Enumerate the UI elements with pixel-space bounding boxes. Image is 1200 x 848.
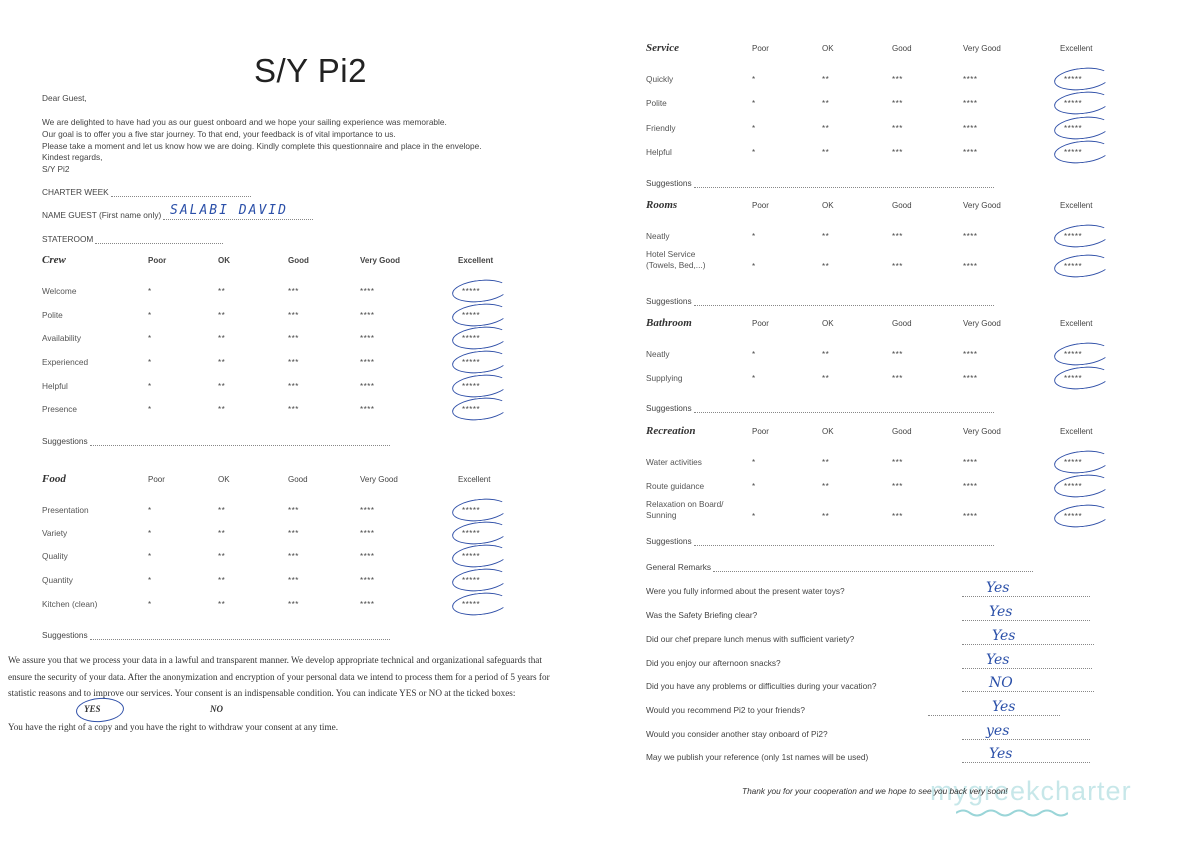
remark-answer-line[interactable] — [962, 761, 1090, 763]
rooms-selected-circle — [1053, 252, 1111, 280]
bathroom-rating-good[interactable]: *** — [892, 350, 903, 359]
recreation-rating-excellent[interactable]: ***** — [1064, 512, 1083, 521]
crew-rating-poor[interactable]: * — [148, 382, 152, 391]
crew-rating-very-good[interactable]: **** — [360, 334, 375, 343]
rooms-selected-circle — [1053, 222, 1111, 250]
service-rating-ok[interactable]: ** — [822, 148, 830, 157]
crew-selected-circle — [451, 348, 509, 376]
service-suggestions-label: Suggestions — [646, 178, 692, 188]
food-rating-excellent[interactable]: ***** — [462, 529, 481, 538]
watermark-logo: mygreekcharter — [930, 776, 1132, 806]
food-row-label: Quality — [42, 551, 68, 561]
service-col-ok: OK — [822, 44, 834, 53]
rooms-rating-poor[interactable]: * — [752, 262, 756, 271]
service-row-label: Helpful — [646, 147, 672, 157]
rooms-suggestions-field[interactable] — [646, 296, 994, 306]
crew-col-excellent: Excellent — [458, 256, 494, 265]
service-selected-circle — [1053, 89, 1111, 117]
service-row-label: Polite — [646, 98, 667, 108]
remark-question: May we publish your reference (only 1st names will be used) — [646, 752, 869, 762]
service-rating-excellent[interactable]: ***** — [1064, 99, 1083, 108]
rooms-col-very-good: Very Good — [963, 201, 1001, 210]
food-rating-good[interactable]: *** — [288, 529, 299, 538]
crew-rating-good[interactable]: *** — [288, 311, 299, 320]
recreation-col-poor: Poor — [752, 427, 769, 436]
food-col-very-good: Very Good — [360, 475, 398, 484]
food-heading: Food — [42, 473, 66, 485]
crew-rating-ok[interactable]: ** — [218, 382, 226, 391]
recreation-col-excellent: Excellent — [1060, 427, 1093, 436]
crew-selected-circle — [451, 324, 509, 352]
food-col-poor: Poor — [148, 475, 165, 484]
bathroom-col-excellent: Excellent — [1060, 319, 1093, 328]
intro-line: We are delighted to have had you as our guest onboard and we hope your sailing experience was memorable. — [42, 117, 447, 127]
intro-line: Kindest regards, — [42, 152, 103, 162]
consent-text: statistic reasons and to improve our services. Your consent is an indispensable condition. You can indicate YES or NO at the ticked boxes: — [8, 688, 516, 698]
food-rating-ok[interactable]: ** — [218, 600, 226, 609]
recreation-rating-very-good[interactable]: **** — [963, 482, 978, 491]
charter-week-label: CHARTER WEEK — [42, 187, 109, 197]
food-rating-ok[interactable]: ** — [218, 576, 226, 585]
service-rating-very-good[interactable]: **** — [963, 124, 978, 133]
crew-row-label: Welcome — [42, 286, 77, 296]
recreation-col-very-good: Very Good — [963, 427, 1001, 436]
recreation-rating-ok[interactable]: ** — [822, 512, 830, 521]
crew-suggestions-label: Suggestions — [42, 436, 88, 446]
consent-text: We assure you that we process your data in a lawful and transparent manner. We develop appropriate technical and organizational safeguards that — [8, 655, 542, 665]
food-rating-excellent[interactable]: ***** — [462, 552, 481, 561]
food-rating-very-good[interactable]: **** — [360, 600, 375, 609]
stateroom-label: STATEROOM — [42, 234, 94, 244]
food-rating-good[interactable]: *** — [288, 552, 299, 561]
bathroom-rating-ok[interactable]: ** — [822, 374, 830, 383]
recreation-col-ok: OK — [822, 427, 834, 436]
crew-rating-good[interactable]: *** — [288, 382, 299, 391]
consent-text: ensure the security of your data. After the anonymization and encryption of your personal data we intend to process them for a period of 5 years for — [8, 672, 550, 682]
food-col-ok: OK — [218, 475, 230, 484]
name-guest-value: SALABI DAVID — [170, 203, 288, 218]
remark-answer-line[interactable] — [962, 738, 1090, 740]
rooms-rating-very-good[interactable]: **** — [963, 232, 978, 241]
service-rating-good[interactable]: *** — [892, 148, 903, 157]
crew-rating-very-good[interactable]: **** — [360, 287, 375, 296]
food-rating-excellent[interactable]: ***** — [462, 506, 481, 515]
service-suggestions-field[interactable] — [646, 178, 994, 188]
intro-line: Our goal is to offer you a five star journey. To that end, your feedback is of vital importance to us. — [42, 129, 396, 139]
crew-heading: Crew — [42, 254, 66, 266]
bathroom-rating-poor[interactable]: * — [752, 374, 756, 383]
service-rating-very-good[interactable]: **** — [963, 75, 978, 84]
food-rating-excellent[interactable]: ***** — [462, 600, 481, 609]
rooms-rating-very-good[interactable]: **** — [963, 262, 978, 271]
crew-selected-circle — [451, 372, 509, 400]
crew-selected-circle — [451, 301, 509, 329]
bathroom-selected-circle — [1053, 340, 1111, 368]
remark-question: Was the Safety Briefing clear? — [646, 610, 758, 620]
service-col-poor: Poor — [752, 44, 769, 53]
service-rating-excellent[interactable]: ***** — [1064, 124, 1083, 133]
food-rating-poor[interactable]: * — [148, 529, 152, 538]
food-rating-ok[interactable]: ** — [218, 529, 226, 538]
food-rating-very-good[interactable]: **** — [360, 552, 375, 561]
service-rating-poor[interactable]: * — [752, 99, 756, 108]
rooms-rating-ok[interactable]: ** — [822, 262, 830, 271]
bathroom-heading: Bathroom — [646, 317, 692, 329]
crew-col-good: Good — [288, 256, 309, 265]
remark-answer-line[interactable] — [962, 690, 1094, 692]
food-col-good: Good — [288, 475, 308, 484]
recreation-row-label: Relaxation on Board/ Sunning — [646, 499, 724, 520]
service-rating-ok[interactable]: ** — [822, 124, 830, 133]
crew-row-label: Polite — [42, 310, 63, 320]
recreation-selected-circle — [1053, 472, 1111, 500]
rooms-col-excellent: Excellent — [1060, 201, 1093, 210]
remark-answer-line[interactable] — [962, 643, 1094, 645]
rooms-rating-good[interactable]: *** — [892, 232, 903, 241]
service-selected-circle — [1053, 114, 1111, 142]
general-remarks-title — [646, 562, 1033, 572]
crew-selected-circle — [451, 277, 509, 305]
crew-rating-good[interactable]: *** — [288, 358, 299, 367]
crew-rating-very-good[interactable]: **** — [360, 405, 375, 414]
service-rating-excellent[interactable]: ***** — [1064, 75, 1083, 84]
rooms-rating-excellent[interactable]: ***** — [1064, 232, 1083, 241]
service-row-label: Friendly — [646, 123, 676, 133]
food-rating-ok[interactable]: ** — [218, 552, 226, 561]
bathroom-rating-excellent[interactable]: ***** — [1064, 374, 1083, 383]
food-row-label: Quantity — [42, 575, 73, 585]
bathroom-rating-very-good[interactable]: **** — [963, 374, 978, 383]
yes-handwritten-circle — [75, 696, 125, 723]
food-col-excellent: Excellent — [458, 475, 491, 484]
service-rating-very-good[interactable]: **** — [963, 148, 978, 157]
crew-rating-excellent[interactable]: ***** — [462, 405, 481, 414]
remark-answer: NO — [989, 675, 1013, 691]
rooms-suggestions-label: Suggestions — [646, 296, 692, 306]
recreation-rating-poor[interactable]: * — [752, 482, 756, 491]
recreation-rating-good[interactable]: *** — [892, 458, 903, 467]
rooms-row-label: Neatly — [646, 231, 670, 241]
intro-greeting: Dear Guest, — [42, 93, 87, 103]
food-rating-excellent[interactable]: ***** — [462, 576, 481, 585]
remark-answer: Yes — [986, 580, 1010, 596]
crew-rating-ok[interactable]: ** — [218, 405, 226, 414]
crew-col-poor: Poor — [148, 256, 167, 265]
recreation-rating-ok[interactable]: ** — [822, 482, 830, 491]
rooms-col-ok: OK — [822, 201, 834, 210]
recreation-row-label: Water activities — [646, 457, 702, 467]
charter-week-field[interactable] — [42, 187, 251, 197]
crew-rating-ok[interactable]: ** — [218, 358, 226, 367]
food-rating-poor[interactable]: * — [148, 600, 152, 609]
crew-rating-good[interactable]: *** — [288, 405, 299, 414]
food-rating-poor[interactable]: * — [148, 506, 152, 515]
recreation-rating-good[interactable]: *** — [892, 512, 903, 521]
recreation-rating-very-good[interactable]: **** — [963, 458, 978, 467]
food-rating-good[interactable]: *** — [288, 506, 299, 515]
service-col-very-good: Very Good — [963, 44, 1001, 53]
remark-answer-line[interactable] — [962, 667, 1092, 669]
crew-rating-poor[interactable]: * — [148, 311, 152, 320]
food-selected-circle — [451, 542, 509, 570]
recreation-selected-circle — [1053, 448, 1111, 476]
food-row-label: Kitchen (clean) — [42, 599, 98, 609]
crew-rating-very-good[interactable]: **** — [360, 358, 375, 367]
crew-row-label: Presence — [42, 404, 78, 414]
thank-you-note: Thank you for your cooperation and we hope to see you back very soon! — [742, 786, 1008, 796]
consent-yes-option[interactable]: YES — [84, 704, 101, 714]
remark-answer: yes — [986, 723, 1010, 739]
recreation-rating-poor[interactable]: * — [752, 458, 756, 467]
intro-line: S/Y Pi2 — [42, 164, 70, 174]
food-rating-poor[interactable]: * — [148, 552, 152, 561]
recreation-rating-excellent[interactable]: ***** — [1064, 458, 1083, 467]
crew-rating-very-good[interactable]: **** — [360, 311, 375, 320]
crew-rating-ok[interactable]: ** — [218, 287, 226, 296]
rooms-rating-good[interactable]: *** — [892, 262, 903, 271]
food-selected-circle — [451, 590, 509, 618]
crew-rating-poor[interactable]: * — [148, 358, 152, 367]
food-row-label: Variety — [42, 528, 68, 538]
food-rating-good[interactable]: *** — [288, 600, 299, 609]
bathroom-suggestions-label: Suggestions — [646, 403, 692, 413]
service-rating-good[interactable]: *** — [892, 124, 903, 133]
food-row-label: Presentation — [42, 505, 89, 515]
crew-row-label: Experienced — [42, 357, 89, 367]
crew-rating-poor[interactable]: * — [148, 334, 152, 343]
food-rating-ok[interactable]: ** — [218, 506, 226, 515]
recreation-suggestions-field[interactable] — [646, 536, 994, 546]
remark-question: Would you recommend Pi2 to your friends? — [646, 705, 805, 715]
bathroom-rating-very-good[interactable]: **** — [963, 350, 978, 359]
bathroom-col-good: Good — [892, 319, 912, 328]
food-rating-very-good[interactable]: **** — [360, 506, 375, 515]
bathroom-col-poor: Poor — [752, 319, 769, 328]
crew-suggestions-field[interactable] — [42, 436, 390, 446]
remark-answer: Yes — [989, 746, 1013, 762]
service-rating-ok[interactable]: ** — [822, 75, 830, 84]
bathroom-row-label: Neatly — [646, 349, 670, 359]
bathroom-selected-circle — [1053, 364, 1111, 392]
crew-selected-circle — [451, 395, 509, 423]
recreation-heading: Recreation — [646, 425, 696, 437]
remark-question: Did you enjoy our afternoon snacks? — [646, 658, 781, 668]
consent-text: You have the right of a copy and you have the right to withdraw your consent at any time. — [8, 722, 338, 732]
bathroom-col-very-good: Very Good — [963, 319, 1001, 328]
stateroom-field[interactable] — [42, 234, 223, 244]
recreation-suggestions-label: Suggestions — [646, 536, 692, 546]
recreation-rating-poor[interactable]: * — [752, 512, 756, 521]
remark-question: Did our chef prepare lunch menus with sufficient variety? — [646, 634, 855, 644]
service-rating-excellent[interactable]: ***** — [1064, 148, 1083, 157]
general-remarks-label: General Remarks — [646, 562, 712, 572]
crew-rating-excellent[interactable]: ***** — [462, 311, 481, 320]
bathroom-row-label: Supplying — [646, 373, 683, 383]
intro-line: Please take a moment and let us know how we are doing. Kindly complete this questionnaire and place in the envelope. — [42, 141, 482, 151]
crew-rating-poor[interactable]: * — [148, 405, 152, 414]
food-rating-very-good[interactable]: **** — [360, 576, 375, 585]
remark-question: Did you have any problems or difficulties during your vacation? — [646, 681, 877, 691]
bathroom-col-ok: OK — [822, 319, 834, 328]
service-rating-ok[interactable]: ** — [822, 99, 830, 108]
bathroom-suggestions-field[interactable] — [646, 403, 994, 413]
crew-rating-very-good[interactable]: **** — [360, 382, 375, 391]
bathroom-rating-good[interactable]: *** — [892, 374, 903, 383]
consent-no-option[interactable]: NO — [210, 704, 223, 714]
food-selected-circle — [451, 496, 509, 524]
service-rating-poor[interactable]: * — [752, 75, 756, 84]
remark-question: Would you consider another stay onboard of Pi2? — [646, 729, 828, 739]
crew-rating-excellent[interactable]: ***** — [462, 358, 481, 367]
service-col-good: Good — [892, 44, 912, 53]
remark-answer-line[interactable] — [962, 619, 1090, 621]
service-rating-poor[interactable]: * — [752, 148, 756, 157]
remark-answer-line[interactable] — [962, 595, 1090, 597]
crew-rating-good[interactable]: *** — [288, 287, 299, 296]
remark-answer: Yes — [989, 604, 1013, 620]
crew-rating-good[interactable]: *** — [288, 334, 299, 343]
recreation-row-label: Route guidance — [646, 481, 705, 491]
right-page — [600, 0, 1200, 848]
bathroom-rating-poor[interactable]: * — [752, 350, 756, 359]
service-col-excellent: Excellent — [1060, 44, 1093, 53]
recreation-rating-very-good[interactable]: **** — [963, 512, 978, 521]
rooms-col-poor: Poor — [752, 201, 769, 210]
crew-row-label: Availability — [42, 333, 82, 343]
crew-rating-excellent[interactable]: ***** — [462, 287, 481, 296]
service-row-label: Quickly — [646, 74, 674, 84]
page-title: S/Y Pi2 — [254, 52, 367, 89]
food-rating-poor[interactable]: * — [148, 576, 152, 585]
bathroom-rating-excellent[interactable]: ***** — [1064, 350, 1083, 359]
recreation-col-good: Good — [892, 427, 912, 436]
rooms-row-label: Hotel Service (Towels, Bed,...) — [646, 249, 706, 270]
rooms-rating-ok[interactable]: ** — [822, 232, 830, 241]
remark-answer: Yes — [992, 699, 1016, 715]
crew-rating-ok[interactable]: ** — [218, 311, 226, 320]
recreation-rating-good[interactable]: *** — [892, 482, 903, 491]
rooms-heading: Rooms — [646, 199, 678, 211]
recreation-selected-circle — [1053, 502, 1111, 530]
food-selected-circle — [451, 519, 509, 547]
service-selected-circle — [1053, 138, 1111, 166]
crew-rating-ok[interactable]: ** — [218, 334, 226, 343]
bathroom-rating-ok[interactable]: ** — [822, 350, 830, 359]
remark-question: Were you fully informed about the present water toys? — [646, 586, 845, 596]
crew-col-ok: OK — [218, 256, 230, 265]
service-rating-poor[interactable]: * — [752, 124, 756, 133]
crew-col-very-good: Very Good — [360, 256, 401, 265]
service-rating-good[interactable]: *** — [892, 75, 903, 84]
crew-rating-excellent[interactable]: ***** — [462, 382, 481, 391]
crew-rating-excellent[interactable]: ***** — [462, 334, 481, 343]
food-selected-circle — [451, 566, 509, 594]
food-rating-very-good[interactable]: **** — [360, 529, 375, 538]
food-suggestions-field[interactable] — [42, 630, 390, 640]
service-heading: Service — [646, 42, 679, 54]
remark-answer: Yes — [986, 652, 1010, 668]
name-guest-label: NAME GUEST (First name only) — [42, 210, 162, 220]
service-rating-very-good[interactable]: **** — [963, 99, 978, 108]
crew-rating-poor[interactable]: * — [148, 287, 152, 296]
recreation-rating-ok[interactable]: ** — [822, 458, 830, 467]
crew-row-label: Helpful — [42, 381, 68, 391]
rooms-rating-excellent[interactable]: ***** — [1064, 262, 1083, 271]
watermark-wave-icon — [956, 808, 1068, 818]
remark-answer: Yes — [992, 628, 1016, 644]
food-rating-good[interactable]: *** — [288, 576, 299, 585]
food-suggestions-label: Suggestions — [42, 630, 88, 640]
rooms-rating-poor[interactable]: * — [752, 232, 756, 241]
service-selected-circle — [1053, 65, 1111, 93]
service-rating-good[interactable]: *** — [892, 99, 903, 108]
recreation-rating-excellent[interactable]: ***** — [1064, 482, 1083, 491]
rooms-col-good: Good — [892, 201, 912, 210]
